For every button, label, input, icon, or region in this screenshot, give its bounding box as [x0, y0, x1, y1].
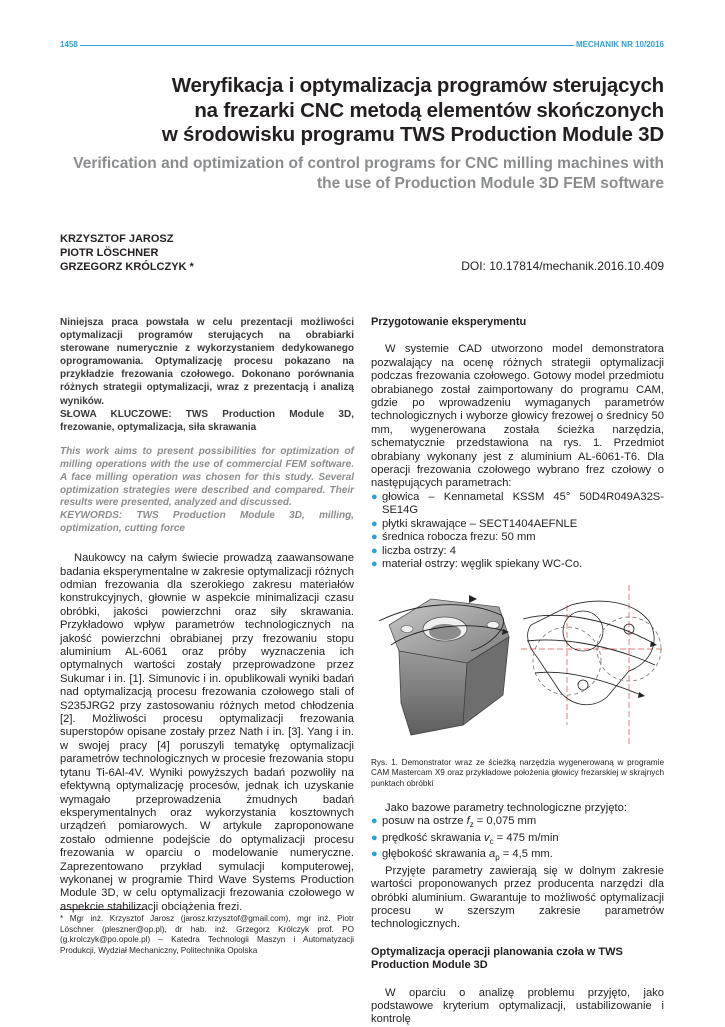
list-item: ● liczba ostrzy: 4 — [371, 544, 456, 557]
header-rule — [80, 45, 574, 46]
doi-label: DOI: 10.17814/mechanik.2016.10.409 — [461, 259, 664, 273]
list-item: ● materiał ostrzy: węglik spiekany WC-Co. — [371, 557, 583, 570]
right-column — [371, 316, 664, 1027]
section-paragraph: W oparciu o analizę problemu przyjęto, jako podstawowe kryterium optymalizacji, ustabilizowanie i kontrolę — [371, 986, 664, 1026]
page-number: 1458 — [60, 40, 78, 49]
bullet-icon: ● — [371, 490, 378, 503]
bullet-icon: ● — [371, 544, 378, 557]
toolpath-drawing-2d — [521, 585, 664, 745]
list-item: ● prędkość skrawania $v_c = 475$ m/min — [371, 831, 559, 846]
list-item: ● średnica robocza frezu: 50 mm — [371, 531, 536, 544]
list-item: ● głębokość skrawania $a_p = 4,5$ mm. — [371, 848, 553, 863]
list-item: ● głowica – Kennametal KSSM 45° 50D4R049A32S-SE14G — [371, 490, 664, 517]
params-list — [371, 815, 664, 865]
list-item: ● posuw na ostrze $f_z = 0,075$ mm — [371, 814, 537, 830]
params-intro: Jako bazowe parametry technologiczne przyjęto: — [385, 801, 627, 814]
bullet-icon: ● — [371, 831, 378, 844]
left-column — [60, 316, 354, 914]
bullet-icon: ● — [371, 814, 378, 827]
footnote-rule — [60, 909, 144, 910]
article-title — [60, 74, 664, 148]
author-list — [60, 232, 194, 274]
subtitle-line: Verification and optimization of control programs for CNC milling machines with — [73, 155, 664, 172]
abstract-pl — [60, 316, 354, 434]
list-item: ● płytki skrawające – SECT1404AEFNLE — [371, 517, 578, 530]
abstract-en-text: This work aims to present possibilities for optimization of milling operations with the use of commercial FEM software. A face milling operation was chosen for this study. Several optimization strategies were described and compared. Their results were presented, analyzed and discussed. — [60, 445, 354, 509]
figure-caption: Rys. 1. Demonstrator wraz ze ścieżką narzędzia wygenerowaną w programie CAM Mastercam X9 oraz przykładowe położenia głowicy frezarskiej w skrajnych punktach obróbki — [371, 757, 664, 788]
introduction — [60, 552, 354, 914]
author-name: PIOTR LÖSCHNER — [60, 247, 159, 259]
section-heading: Przygotowanie eksperymentu — [371, 316, 527, 328]
author-footnote: * Mgr inż. Krzysztof Jarosz (jarosz.krzysztof@gmail.com), mgr inż. Piotr Löschner (pleszner@op.pl), dr hab. inż. Grzegorz Królczyk prof. PO (g.krolczyk@po.opole.pl) – Katedra Technologii Maszyn i Automatyzacji Produkcji, Wydział Mechaniczny, Politechnika Opolska — [60, 914, 354, 955]
title-line: na frezarki CNC metodą elementów skończonych — [194, 98, 664, 122]
page-header — [60, 40, 664, 52]
section-heading: Optymalizacja operacji planowania czoła w TWS Production Module 3D — [371, 945, 623, 972]
params-paragraph: Przyjęte parametry zawierają się w dolnym zakresie wartości proponowanych przez producenta narzędzi dla obróbki aluminium. Gwarantuje to możliwość optymalizacji procesu w szerszym zakresie parametrów technologicznych. — [371, 864, 664, 931]
bullet-icon: ● — [371, 557, 378, 570]
figure-demonstrator-toolpath — [371, 585, 664, 745]
bullet-icon: ● — [371, 848, 378, 861]
demonstrator-part-3d — [379, 595, 509, 735]
keywords-pl: SŁOWA KLUCZOWE: TWS Production Module 3D, frezowanie, optymalizacja, siła skrawania — [60, 408, 354, 433]
article-subtitle-en — [60, 154, 664, 194]
author-name: GRZEGORZ KRÓLCZYK * — [60, 261, 194, 273]
title-line: w środowisku programu TWS Production Module 3D — [161, 123, 664, 146]
journal-name: MECHANIK NR 10/2016 — [575, 40, 664, 49]
abstract-pl-text: Niniejsza praca powstała w celu prezentacji możliwości optymalizacji programów sterujących na obrabiarki sterowane numerycznie z wykorzystaniem dedykowanego oprogramowania. Optymalizację procesu pokazano na przykładzie frezowania czołowego. Dokonano porównania różnych strategii optymalizacji, wraz z prezentacją i analizą wyników. — [60, 317, 354, 407]
section-paragraph: W systemie CAD utworzono model demonstratora pozwalający na ocenę różnych strategii optymalizacji podczas frezowania czołowego. Gotowy model przedmiotu obrabianego został zaimportowany do programu CAM, gdzie po wprowadzeniu wymaganych parametrów technologicznych i wyborze głowicy frezowej o średnicy 50 mm, wygenerowana została ścieżka narzędzia, schematycznie przedstawiona na rys. 1. Przedmiot obrabiany wykonany jest z aluminium AL-6061-T6. Dla operacji frezowania czołowego wybrano frez czołowy o następujących parametrach: — [371, 343, 664, 490]
intro-paragraph: Naukowcy na całym świecie prowadzą zaawansowane badania eksperymentalne w zakresie optymalizacji różnych odmian frezowania dla szerokiego zakresu materiałów konstrukcyjnych, głownie w aspekcie minimalizacji czasu obróbki, jakości powierzchni oraz siły skrawania. Przykładowo wpływ parametrów technologicznych na jakość powierzchni obrabianej przy frezowaniu stopu aluminium AL-6061 oraz próby wyznaczenia ich optymalnych wartości zostały przeprowadzone przez Sukumar i in. [1]. Simunovic i in. opublikowali wyniki badań nad optymalizacją procesu frezowania czołowego stali of S235JRG2 przy zastosowaniu różnych metod chłodzenia [2]. Możliwości procesu optymalizacji frezowania superstopów opisane zostały przez Nath i in. [3]. Yang i in. w swojej pracy [4] poruszyli tematykę optymalizacji parametrów technologicznych w procesie frezowania stopu tytanu Ti-6Al-4V. Wyniki powyższych badań pozwoliły na efektywną optymalizację procesów, jednak ich uzyskanie wymagało przeprowadzenia żmudnych badań eksperymentalnych oraz wykorzystania kosztownych urządzeń pomiarowych. W artykule zaproponowane zostało odmienne podejście do optymalizacji procesu frezowania w oparciu o modelowanie numeryczne. Zaprezentowano przykład symulacji komputerowej, wykonanej w programie Third Wave Systems Production Module 3D, w celu optymalizacji frezowania czołowego w aspekcie stabilizacji obciążenia frezi. — [60, 552, 354, 913]
bullet-icon: ● — [371, 531, 378, 544]
tool-spec-list — [371, 491, 664, 571]
keywords-en: KEYWORDS: TWS Production Module 3D, milling, optimization, cutting force — [60, 510, 354, 535]
subtitle-line: the use of Production Module 3D FEM software — [316, 175, 664, 192]
author-name: KRZYSZTOF JAROSZ — [60, 233, 174, 245]
abstract-en — [60, 446, 354, 536]
title-line: Weryfikacja i optymalizacja programów sterujących — [171, 74, 664, 97]
bullet-icon: ● — [371, 517, 378, 530]
